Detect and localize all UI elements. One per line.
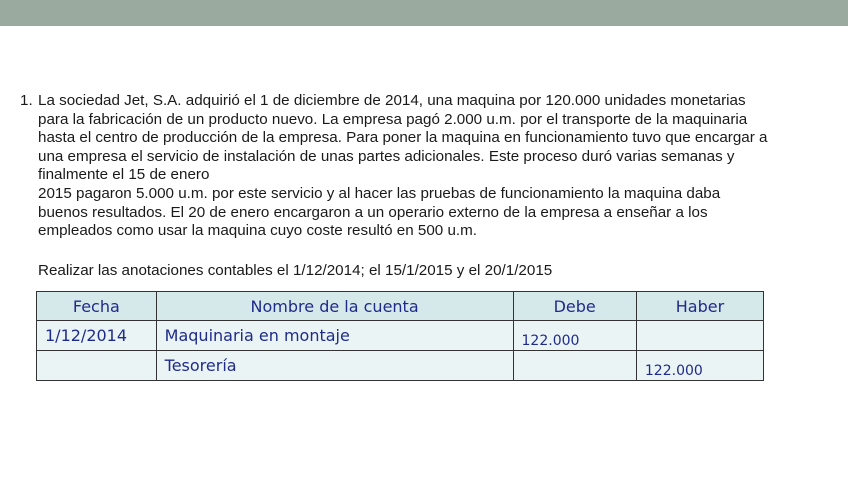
cell-haber: 122.000 xyxy=(636,351,763,381)
problem-text xyxy=(38,92,818,241)
cell-fecha xyxy=(37,351,157,381)
title-bar xyxy=(0,0,848,26)
cell-debe: 122.000 xyxy=(513,321,636,351)
cell-debe xyxy=(513,351,636,381)
problem-line: La sociedad Jet, S.A. adquirió el 1 de diciembre de 2014, una maquina por 120.000 unidades monetarias xyxy=(38,92,746,109)
header-debe: Debe xyxy=(513,292,636,321)
cell-nombre-cuenta: Tesorería xyxy=(156,351,513,381)
cell-haber xyxy=(636,321,763,351)
problem-line: una empresa el servicio de instalación de unas partes adicionales. Este proceso duró varias semanas y xyxy=(38,147,735,165)
problem-line: hasta el centro de producción de la empresa. Para poner la maquina en funcionamiento tuvo que encargar a xyxy=(38,129,768,147)
header-fecha: Fecha xyxy=(37,292,157,321)
problem-line: para la fabricación de un producto nuevo. La empresa pagó 2.000 u.m. por el transporte de la maquinaria xyxy=(38,110,748,128)
header-nombre-cuenta: Nombre de la cuenta xyxy=(156,292,513,321)
cell-fecha: 1/12/2014 xyxy=(37,321,157,351)
journal-table xyxy=(36,291,764,381)
problem-line: empleados como usar la maquina cuyo coste resultó en 500 u.m. xyxy=(38,222,477,240)
table-row xyxy=(37,321,764,351)
problem-line: finalmente el 15 de enero xyxy=(38,166,210,184)
problem-line: buenos resultados. El 20 de enero encargaron a un operario externo de la empresa a enseñar a los xyxy=(38,203,708,221)
problem-line: 2015 pagaron 5.000 u.m. por este servicio y al hacer las pruebas de funcionamiento la maquina daba xyxy=(38,184,721,202)
cell-nombre-cuenta: Maquinaria en montaje xyxy=(156,321,513,351)
problem-number: 1. xyxy=(20,92,33,109)
header-haber: Haber xyxy=(636,292,763,321)
table-row xyxy=(37,351,764,381)
table-header-row xyxy=(37,292,764,321)
instruction-text: Realizar las anotaciones contables el 1/12/2014; el 15/1/2015 y el 20/1/2015 xyxy=(38,262,553,279)
